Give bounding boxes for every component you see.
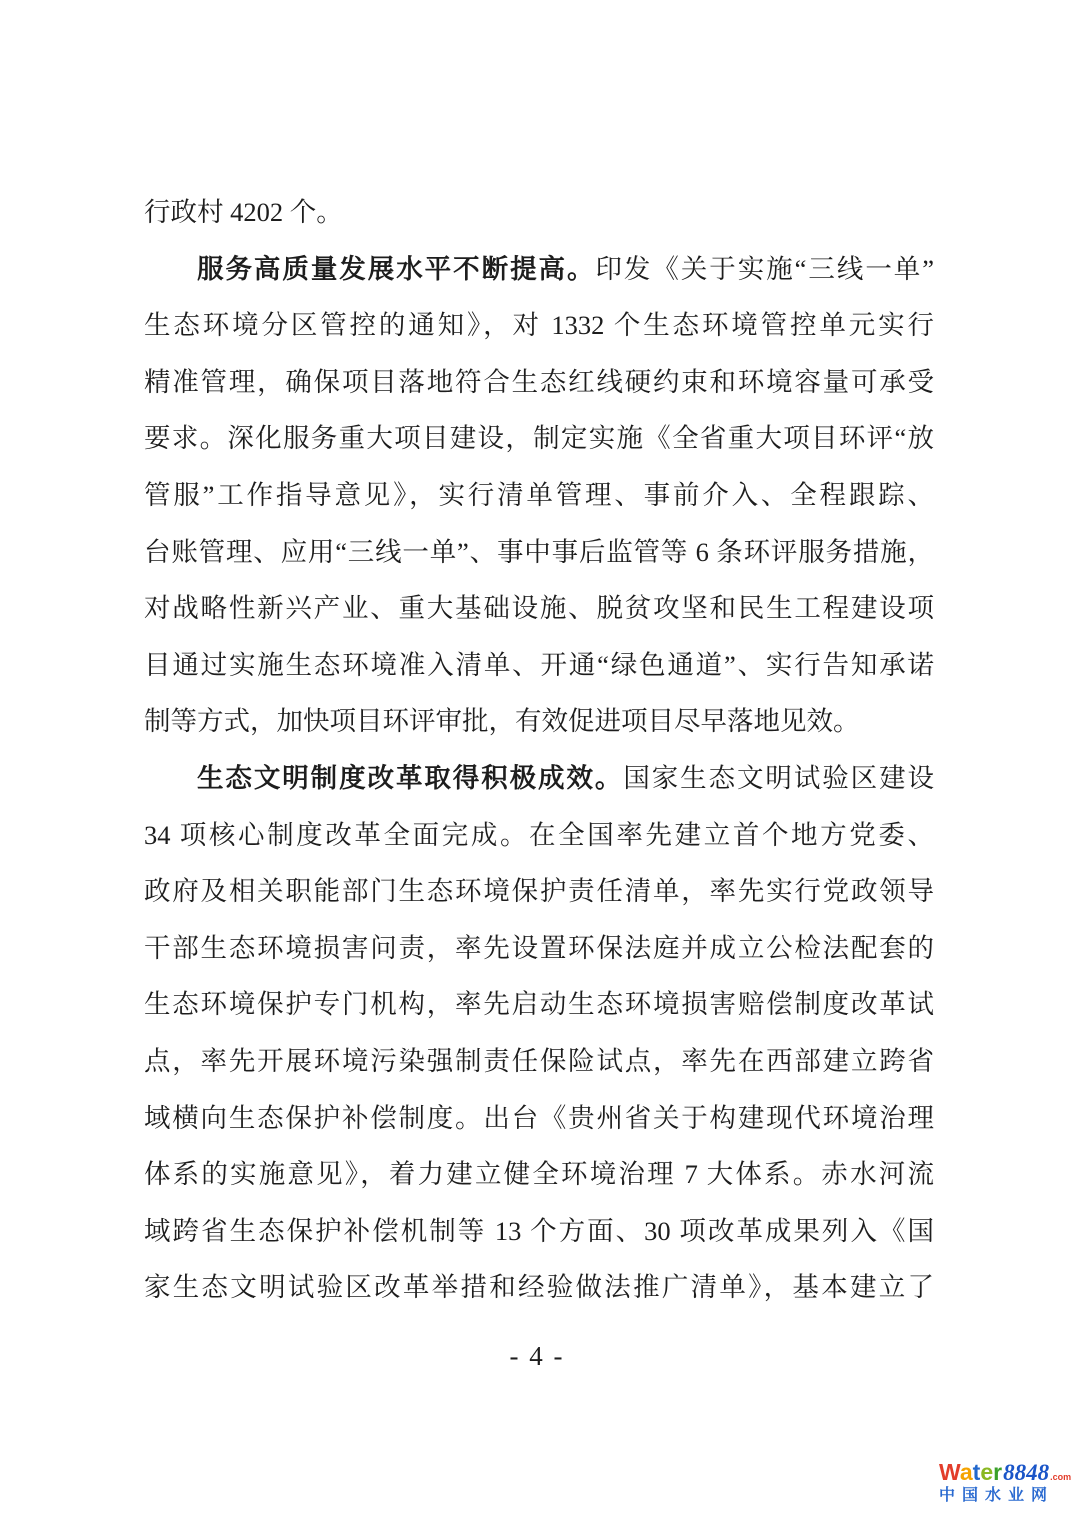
text-line [144, 1259, 934, 1316]
text-line [144, 354, 934, 411]
text-segment: 34 项核心制度改革全面完成。在全国率先建立首个地方党委、 [144, 819, 934, 850]
text-segment: 干部生态环境损害问责，率先设置环保法庭并成立公检法配套的 [144, 932, 934, 963]
text-segment: 要求。深化服务重大项目建设，制定实施《全省重大项目环评“放 [144, 423, 934, 454]
logo-letter: r [993, 1459, 1003, 1485]
text-segment: 印发《关于实施“三线一单” [595, 253, 934, 284]
text-segment: 家生态文明试验区改革举措和经验做法推广清单》，基本建立了 [144, 1272, 934, 1303]
text-line [144, 693, 934, 750]
bold-heading-segment: 生态文明制度改革取得积极成效。 [197, 762, 624, 793]
text-line [144, 524, 934, 581]
page-number: - 4 - [509, 1341, 565, 1371]
text-line [144, 467, 934, 524]
text-line [144, 750, 934, 807]
text-segment: 目通过实施生态环境准入清单、开通“绿色通道”、实行告知承诺 [144, 649, 934, 680]
text-segment: 体系的实施意见》，着力建立健全环境治理 7 大体系。赤水河流 [144, 1159, 934, 1190]
logo-water-word [939, 1461, 1002, 1484]
bold-heading-segment: 服务高质量发展水平不断提高。 [197, 253, 596, 284]
text-line [144, 1203, 934, 1260]
text-line [144, 1146, 934, 1203]
text-segment: 域横向生态保护补偿制度。出台《贵州省关于构建现代环境治理 [144, 1102, 934, 1133]
text-line [144, 410, 934, 467]
logo-letter: t [972, 1459, 981, 1485]
text-line [144, 1090, 934, 1147]
text-segment: 点，率先开展环境污染强制责任保险试点，率先在西部建立跨省 [144, 1045, 934, 1076]
text-line [144, 580, 934, 637]
text-line [144, 920, 934, 977]
text-segment: 生态环境分区管控的通知》，对 1332 个生态环境管控单元实行 [144, 310, 934, 341]
water8848-logo [939, 1459, 1072, 1504]
text-line [144, 184, 934, 241]
logo-letter: e [980, 1459, 994, 1485]
text-segment: 对战略性新兴产业、重大基础设施、脱贫攻坚和民生工程建设项 [144, 593, 934, 624]
text-line [144, 1033, 934, 1090]
text-segment: 政府及相关职能部门生态环境保护责任清单，率先实行党政领导 [144, 876, 934, 907]
text-segment: 生态环境保护专门机构，率先启动生态环境损害赔偿制度改革试 [144, 989, 934, 1020]
logo-letter: W [939, 1459, 960, 1485]
logo-tagline: 中国水业网 [939, 1487, 1055, 1504]
text-line [144, 976, 934, 1033]
logo-brand-row [939, 1459, 1072, 1485]
text-segment: 制等方式，加快项目环评审批，有效促进项目尽早落地见效。 [144, 706, 860, 737]
text-segment: 管服”工作指导意见》，实行清单管理、事前介入、全程跟踪、 [144, 479, 934, 510]
text-line [144, 637, 934, 694]
logo-tld: .com [1050, 1472, 1072, 1482]
text-line [144, 863, 934, 920]
text-segment: 精准管理，确保项目落地符合生态红线硬约束和环境容量可承受 [144, 366, 934, 397]
logo-letter: a [959, 1459, 973, 1485]
text-segment: 台账管理、应用“三线一单”、事中事后监管等 6 条环评服务措施， [144, 536, 934, 567]
text-lines [144, 184, 934, 1316]
text-line [144, 297, 934, 354]
text-segment: 域跨省生态保护补偿机制等 13 个方面、30 项改革成果列入《国 [144, 1215, 934, 1246]
text-segment: 行政村 4202 个。 [144, 197, 343, 227]
text-segment: 国家生态文明试验区建设 [623, 762, 934, 793]
text-line [144, 807, 934, 864]
logo-number: 8848 [1003, 1460, 1050, 1485]
text-line [144, 241, 934, 298]
